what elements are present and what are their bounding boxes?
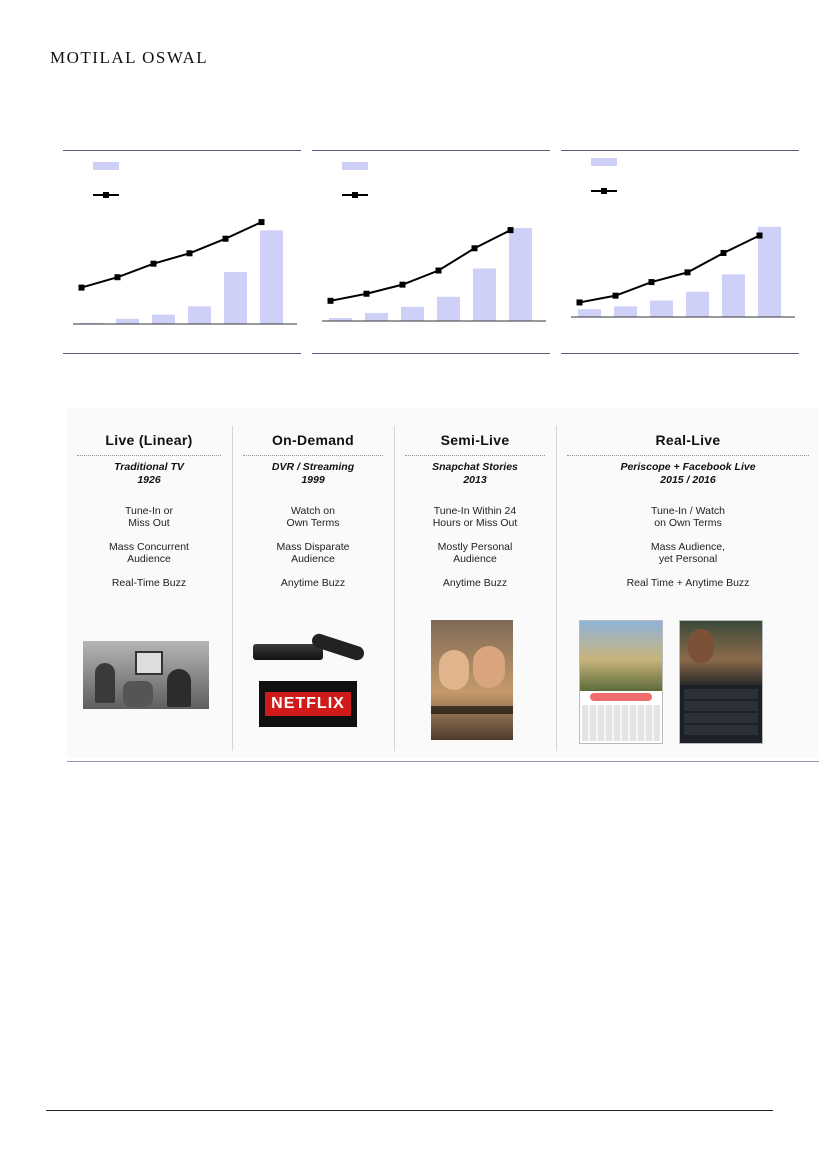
subtitle-line: DVR / Streaming <box>271 461 355 473</box>
dotted-divider <box>243 455 383 456</box>
chart-bar <box>260 230 283 324</box>
chart-bar <box>758 227 781 317</box>
column-header: Semi-Live <box>440 432 510 448</box>
column-header: Live (Linear) <box>105 432 193 448</box>
chart-bar <box>509 228 532 321</box>
attribute-item: Mass Concurrent Audience <box>109 541 189 565</box>
subtitle-line: Traditional TV <box>114 461 184 473</box>
face-figure <box>439 650 469 690</box>
subtitle-year: 1926 <box>137 474 161 486</box>
dvr-box-image <box>253 638 363 668</box>
chart-bar <box>614 306 637 317</box>
chart-1-bottom-rule <box>63 353 301 354</box>
person-figure <box>167 669 191 707</box>
chart-line-point <box>472 245 478 251</box>
netflix-logo <box>259 681 357 727</box>
column-subtitle <box>67 461 231 487</box>
subtitle-line: Snapchat Stories <box>432 461 518 473</box>
chart-bar <box>473 268 496 321</box>
chart-line-point <box>364 291 370 297</box>
facebook-live-phone-screenshot <box>679 620 763 744</box>
attribute-item: Anytime Buzz <box>442 577 508 589</box>
subtitle-line: Periscope + Facebook Live <box>620 461 756 473</box>
attribute-item: Tune-In / Watch on Own Terms <box>651 505 725 529</box>
chart-line-point <box>400 282 406 288</box>
chart-line-point <box>151 261 157 267</box>
chart-line-point <box>79 285 85 291</box>
legend-line-marker <box>352 192 358 198</box>
chart-line-point <box>649 279 655 285</box>
chart-bar <box>224 272 247 324</box>
periscope-phone-screenshot <box>579 620 663 744</box>
attribute-item: Mass Disparate Audience <box>276 541 350 565</box>
attribute-item: Mass Audience, yet Personal <box>650 541 726 565</box>
chart-line-point <box>685 269 691 275</box>
person-figure <box>95 663 115 703</box>
caption-bar <box>431 706 513 714</box>
legend-line-marker <box>103 192 109 198</box>
tv-set-icon <box>135 651 163 675</box>
chart-bar <box>686 292 709 317</box>
attribute-item: Real Time + Anytime Buzz <box>626 577 750 589</box>
chart-line-point <box>115 274 121 280</box>
subtitle-year: 2013 <box>463 474 487 486</box>
snapchat-selfie-photo <box>431 620 513 740</box>
chart-1 <box>63 150 301 354</box>
brand-logo: MOTILAL OSWAL <box>50 48 209 67</box>
column-subtitle <box>557 461 819 487</box>
column-attributes <box>557 505 819 589</box>
dotted-divider <box>567 455 809 456</box>
chart-3-svg <box>561 150 799 354</box>
chart-3 <box>561 150 799 354</box>
column-header: On-Demand <box>271 432 355 448</box>
attribute-item: Tune-In Within 24 Hours or Miss Out <box>432 505 518 529</box>
chart-bar <box>365 313 388 321</box>
column-attributes <box>67 505 231 589</box>
family-watching-tv-photo <box>83 641 209 709</box>
dotted-divider <box>405 455 545 456</box>
live-video-scene <box>580 621 662 691</box>
legend-bar-swatch <box>93 162 119 170</box>
subtitle-year: 2015 / 2016 <box>660 474 716 486</box>
column-live-linear <box>67 408 231 753</box>
comments-feed-graphic <box>684 689 758 737</box>
chart-bar <box>437 297 460 321</box>
column-attributes <box>233 505 393 589</box>
chart-2 <box>312 150 550 354</box>
keyboard-graphic <box>582 705 660 741</box>
chart-bar <box>188 306 211 324</box>
section-bottom-rule <box>67 761 819 762</box>
legend-line-marker <box>601 188 607 194</box>
chart-3-bottom-rule <box>561 353 799 354</box>
chart-line-point <box>328 298 334 304</box>
attribute-item: Mostly Personal Audience <box>437 541 513 565</box>
go-live-button-graphic <box>590 693 652 701</box>
chart-line-point <box>577 299 583 305</box>
chart-line-point <box>436 268 442 274</box>
attribute-item: Real-Time Buzz <box>111 577 187 589</box>
subtitle-year: 1999 <box>301 474 325 486</box>
column-header: Real-Live <box>655 432 721 448</box>
chart-line-point <box>721 250 727 256</box>
chart-1-svg <box>63 150 301 354</box>
chart-line-point <box>508 227 514 233</box>
chart-line-point <box>613 293 619 299</box>
chart-line-point <box>187 250 193 256</box>
face-figure <box>688 629 714 663</box>
legend-bar-swatch <box>342 162 368 170</box>
legend-bar-swatch <box>591 158 617 166</box>
attribute-item: Watch on Own Terms <box>286 505 340 529</box>
chart-2-svg <box>312 150 550 354</box>
face-figure <box>473 646 505 688</box>
dvr-device-icon <box>253 644 323 660</box>
chart-bar <box>722 274 745 317</box>
attribute-item: Tune-In or Miss Out <box>124 505 174 529</box>
chart-line-point <box>223 236 229 242</box>
column-attributes <box>395 505 555 589</box>
tv-evolution-table <box>67 408 819 758</box>
chart-bar <box>578 309 601 317</box>
netflix-logo-text: NETFLIX <box>265 692 351 716</box>
chart-bar <box>650 301 673 317</box>
chart-bar <box>401 307 424 321</box>
chart-bar <box>116 319 139 324</box>
column-subtitle <box>233 461 393 487</box>
attribute-item: Anytime Buzz <box>280 577 346 589</box>
chart-2-bottom-rule <box>312 353 550 354</box>
chart-line-point <box>259 219 265 225</box>
person-figure <box>123 681 153 707</box>
chart-bar <box>152 315 175 324</box>
footer-rule <box>46 1110 773 1111</box>
chart-line-point <box>757 233 763 239</box>
dotted-divider <box>77 455 221 456</box>
column-subtitle <box>395 461 555 487</box>
